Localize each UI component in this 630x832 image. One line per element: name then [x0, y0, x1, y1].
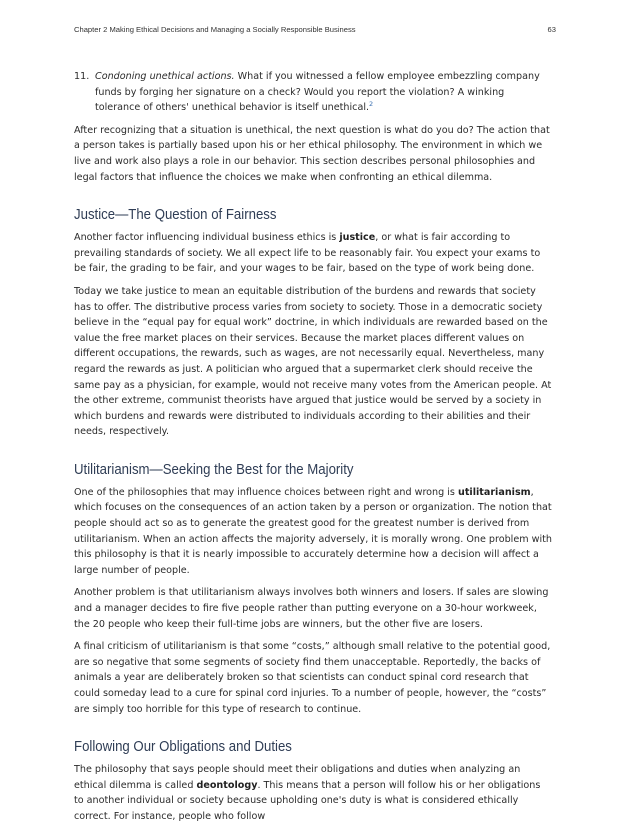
obligations-p1-after: . This means that a person will follow his or her obligations to another individual or society because upholding one's duty is what is considered ethically correct. For instance, people who follow: [74, 779, 541, 822]
justice-p1-before: Another factor influencing individual business ethics is: [74, 232, 340, 244]
utilitarianism-paragraph-3: A final criticism of utilitarianism is that some “costs,” although small relative to the potential good, are so negative that some segments of society find them unacceptable. Reportedly, the backs of animals a year are deliberately broken so that scientists can conduct spinal cord research that could someday lead to a cure for spinal cord injuries. To a number of people, however, the “costs” are simply too horrible for this type of research to continue.: [74, 641, 551, 715]
key-term-utilitarianism: utilitarianism: [457, 486, 531, 498]
page-body: [74, 69, 552, 832]
chapter-title: Chapter 2 Making Ethical Decisions and Managing a Socially Responsible Business: [74, 25, 356, 34]
section-heading-obligations: Following Our Obligations and Duties: [74, 738, 292, 756]
page-number: 63: [547, 25, 556, 34]
utilitarianism-p1-before: One of the philosophies that may influence choices between right and wrong is: [74, 486, 458, 498]
list-item-11: [74, 69, 552, 116]
utilitarianism-p1-after: , which focuses on the consequences of an action taken by a person or organization. The notion that people should act so as to generate the greatest good for the greatest number is derived from utilitarianism. When an action affects the majority adversely, it is morally wrong. One problem with this philosophy is that it is nearly impossible to accurately determine how a decision will affect a large number of people.: [74, 486, 552, 576]
justice-p1-after: , or what is fair according to prevailing standards of society. We all expect life to be reasonably fair. You expect your exams to be fair, the grading to be fair, and your wages to be fair, based on the type of work being done.: [74, 232, 541, 275]
section-heading-utilitarianism: Utilitarianism—Seeking the Best for the Majority: [74, 460, 354, 478]
list-item-text: What if you witnessed a fellow employee embezzling company funds by forging her signature on a check? Would you report the violation? A winking tolerance of others' unethical behavior is itself unethical.: [95, 71, 540, 114]
intro-paragraph: After recognizing that a situation is unethical, the next question is what do you do? The action that a person takes is partially based upon his or her ethical philosophy. The environment in which we live and work also plays a role in our behavior. This section describes personal philosophies and legal factors that influence the choices we make when confronting an ethical dilemma.: [74, 124, 550, 183]
obligations-p1-before: The philosophy that says people should meet their obligations and duties when analyzing an ethical dilemma is called: [74, 764, 521, 791]
footnote-link[interactable]: 2: [369, 100, 374, 109]
list-item-number: 11.: [74, 71, 90, 82]
justice-paragraph-1: [74, 230, 552, 277]
utilitarianism-paragraph-2: Another problem is that utilitarianism always involves both winners and losers. If sales are slowing and a manager decides to fire five people rather than putting everyone on a 30-hour workweek, the 20 people who keep their full-time jobs are winners, but the other five are losers.: [74, 587, 549, 630]
key-term-justice: justice: [339, 232, 376, 244]
utilitarianism-paragraph-1: [74, 485, 552, 579]
obligations-paragraph-1: [74, 762, 552, 824]
justice-paragraph-2: Today we take justice to mean an equitable distribution of the burdens and rewards that society has to offer. The distributive process varies from society to society. Those in a democratic society believe in the “equal pay for equal work” doctrine, in which individuals are rewarded based on the value the free market places on their services. Because the market places different values on different occupations, the rewards, such as wages, are not necessarily equal. Nevertheless, many regard the rewards as just. A politician who argued that a supermarket clerk should receive the same pay as a physician, for example, would not receive many votes from the American people. At the other extreme, communist theorists have argued that justice would be served by a society in which burdens and rewards were distributed to individuals according to their abilities and their needs, respectively.: [74, 285, 552, 438]
list-item-term: Condoning unethical actions.: [95, 71, 235, 82]
section-heading-justice: Justice—The Question of Fairness: [74, 206, 277, 224]
key-term-deontology: deontology: [196, 779, 258, 791]
running-header: [74, 25, 556, 37]
